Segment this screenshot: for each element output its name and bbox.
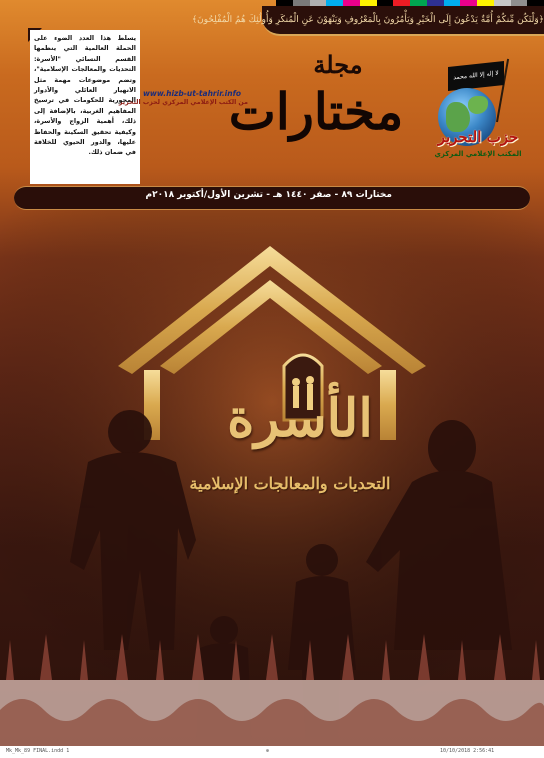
- issue-info: مختارات ٨٩ - صفر ١٤٤٠ هـ - تشرين الأول/أكتوبر ٢٠١٨م: [145, 190, 392, 200]
- print-slug-filename: Mk_Mk_89 FINAL.indd 1: [6, 748, 70, 754]
- topic-subtitle: التحديات والمعالجات الإسلامية: [189, 474, 391, 493]
- registration-mark-icon: ⊕: [266, 748, 270, 754]
- publisher-line: من الكتب الإعلامي المركزي لحزب التحرير: [118, 99, 248, 106]
- party-name: حزب التحرير: [437, 128, 519, 146]
- party-subtitle: المكتب الإعلامي المركزي: [434, 150, 522, 158]
- intro-text-box: يسلط هذا العدد الضوء على الحملة العالمية التي ينظمها القسم النسائي "الأسرة: التحديات والمعالجات الإسلامية"، وتضم موضوعات مهمة مثل الانهيار العائلي والأدوار المحورية للحكومات في ترسيخ المفاهيم الغربية، بالإضافة إلى ذلك، أهمية الزواج والأسرة، وكيفية تحقيق السكينة والحفاظ عليها، والدور الحيوي للخلافة في ضمان ذلك.: [30, 30, 140, 184]
- website-url[interactable]: www.hizb-ut-tahrir.info: [142, 89, 241, 98]
- topic-title: الأسرة: [227, 388, 373, 449]
- flag-icon: لا إله إلا الله محمد: [448, 61, 504, 91]
- masthead-majallah: مجلة: [313, 50, 363, 79]
- party-logo: [428, 58, 528, 168]
- quran-verse-banner: ﴿وَلْتَكُن مِّنكُمْ أُمَّةٌ يَدْعُونَ إِلَى الْخَيْرِ وَيَأْمُرُونَ بِالْمَعْرُوفِ وَيَنْهَوْنَ عَنِ الْمُنكَرِ وَأُولَٰئِكَ هُمُ الْمُفْلِحُونَ﴾: [262, 6, 544, 36]
- masthead-title: مختارات: [228, 82, 404, 141]
- print-slug-timestamp: 10/10/2018 2:56:41: [440, 748, 495, 754]
